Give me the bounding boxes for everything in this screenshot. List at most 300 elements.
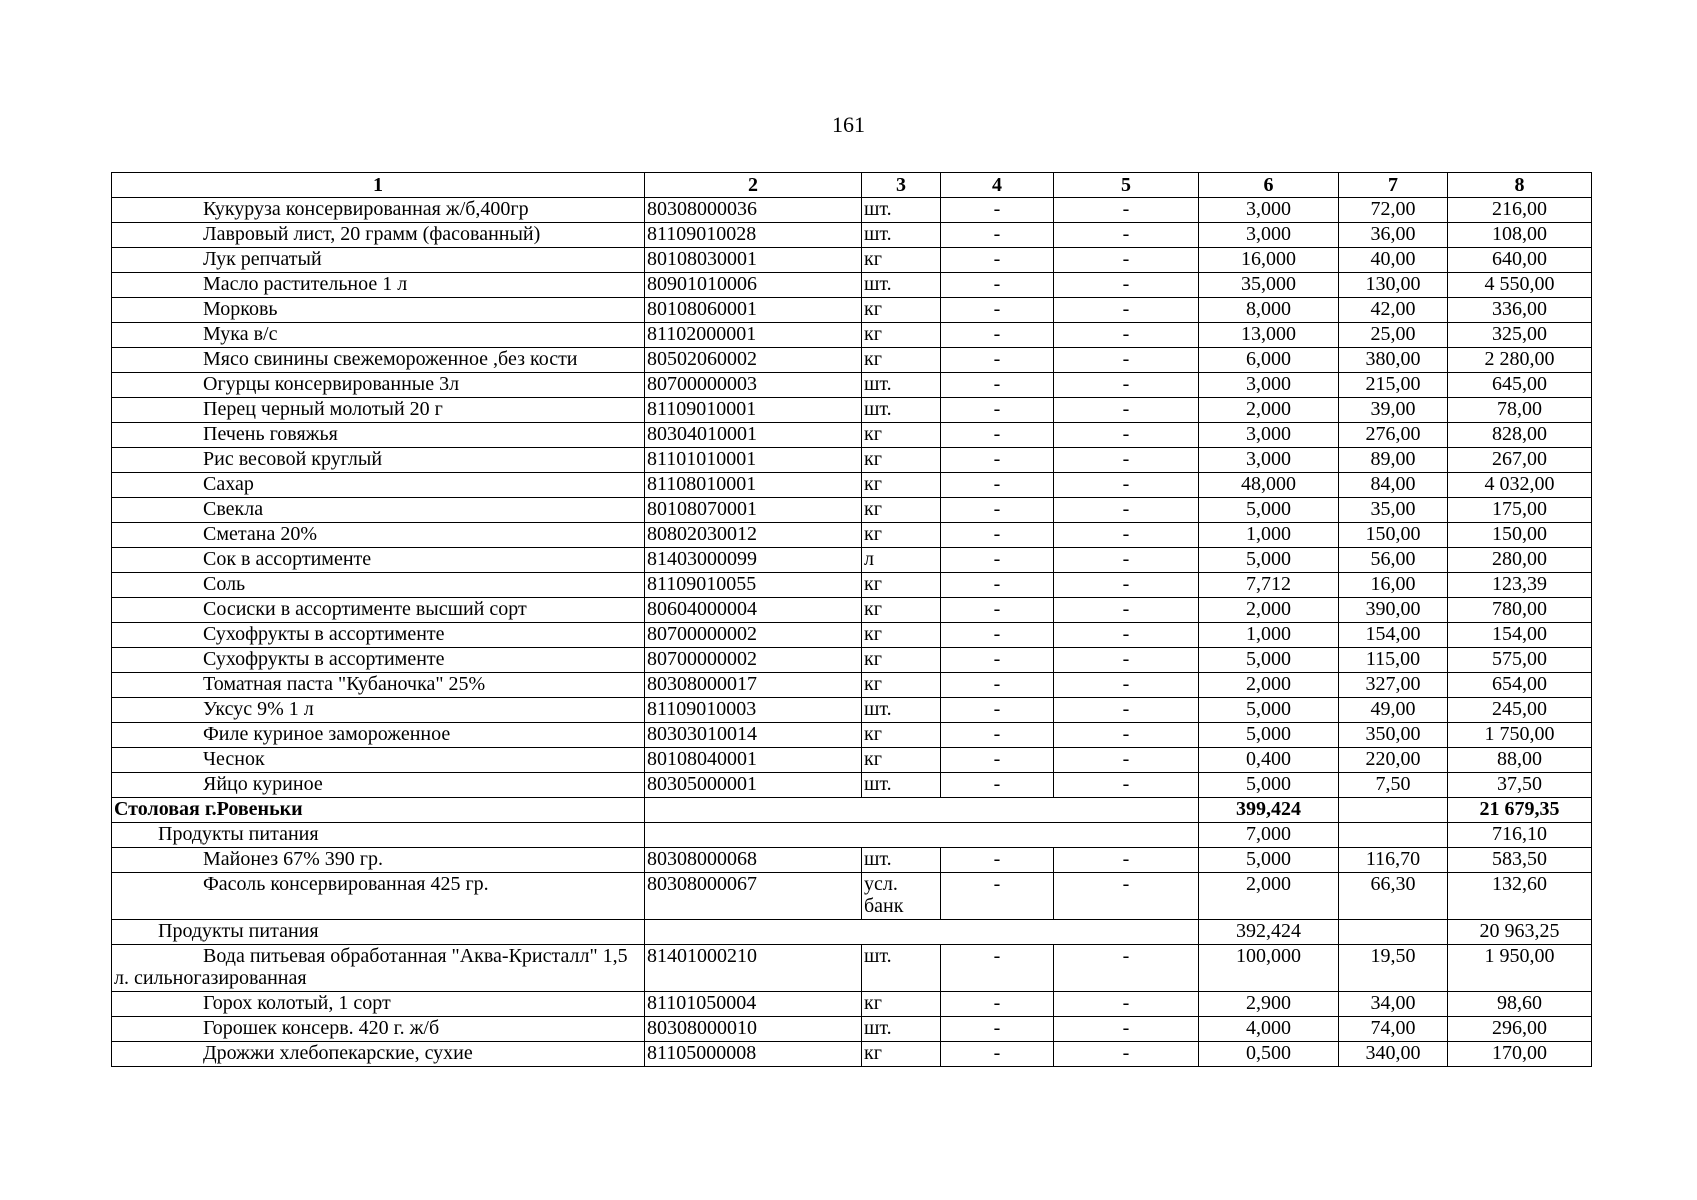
cell-unit: шт.: [862, 773, 941, 798]
cell-code: 80305000001: [645, 773, 862, 798]
cell-code: 81109010001: [645, 398, 862, 423]
column-header: 8: [1448, 173, 1592, 198]
cell-price: 220,00: [1339, 748, 1448, 773]
table-row: [112, 1042, 1592, 1067]
cell-code: 81101050004: [645, 992, 862, 1017]
cell-qty: 3,000: [1199, 373, 1339, 398]
cell-qty: 5,000: [1199, 773, 1339, 798]
cell-price: 42,00: [1339, 298, 1448, 323]
table-row: [112, 673, 1592, 698]
cell-c5: -: [1054, 298, 1199, 323]
cell-code: 80700000003: [645, 373, 862, 398]
table-row: [112, 823, 1592, 848]
cell-unit: л: [862, 548, 941, 573]
cell-name: Мясо свинины свежемороженное ,без кости: [112, 348, 645, 373]
cell-sum: 2 280,00: [1448, 348, 1592, 373]
cell-sum: 640,00: [1448, 248, 1592, 273]
cell-sum: 78,00: [1448, 398, 1592, 423]
cell-qty: 2,900: [1199, 992, 1339, 1017]
cell-c4: -: [941, 523, 1054, 548]
cell-unit: кг: [862, 423, 941, 448]
cell-price: 84,00: [1339, 473, 1448, 498]
table-row: [112, 248, 1592, 273]
cell-code: 81108010001: [645, 473, 862, 498]
cell-sum: 780,00: [1448, 598, 1592, 623]
table-row: [112, 773, 1592, 798]
cell-name: Вода питьевая обработанная "Аква-Кристалл" 1,5 л. сильногазированная: [112, 945, 645, 992]
cell-unit: кг: [862, 1042, 941, 1067]
cell-code: 81102000001: [645, 323, 862, 348]
cell-c5: -: [1054, 698, 1199, 723]
cell-name: Морковь: [112, 298, 645, 323]
cell-sum: 336,00: [1448, 298, 1592, 323]
table-body: [112, 198, 1592, 1067]
column-header: 1: [112, 173, 645, 198]
cell-c5: -: [1054, 273, 1199, 298]
cell-price: 154,00: [1339, 623, 1448, 648]
table-row: [112, 548, 1592, 573]
cell-code: 80700000002: [645, 623, 862, 648]
cell-unit: шт.: [862, 373, 941, 398]
cell-unit: кг: [862, 673, 941, 698]
cell-sum: 716,10: [1448, 823, 1592, 848]
cell-qty: 7,712: [1199, 573, 1339, 598]
cell-unit: кг: [862, 473, 941, 498]
cell-unit: шт.: [862, 698, 941, 723]
cell-code: 81105000008: [645, 1042, 862, 1067]
page-number: 161: [832, 112, 865, 137]
cell-c4: -: [941, 748, 1054, 773]
cell-unit: кг: [862, 448, 941, 473]
cell-qty: 0,400: [1199, 748, 1339, 773]
cell-qty: 2,000: [1199, 398, 1339, 423]
cell-price: 7,50: [1339, 773, 1448, 798]
cell-c5: -: [1054, 573, 1199, 598]
cell-price: 66,30: [1339, 873, 1448, 920]
cell-unit: кг: [862, 648, 941, 673]
cell-qty: 0,500: [1199, 1042, 1339, 1067]
cell-code: 80308000017: [645, 673, 862, 698]
cell-price: 36,00: [1339, 223, 1448, 248]
cell-name: Горох колотый, 1 сорт: [112, 992, 645, 1017]
cell-c4: -: [941, 498, 1054, 523]
cell-sum: 1 750,00: [1448, 723, 1592, 748]
cell-sum: 170,00: [1448, 1042, 1592, 1067]
cell-qty: 5,000: [1199, 698, 1339, 723]
table-row: [112, 623, 1592, 648]
cell-code: 81401000210: [645, 945, 862, 992]
cell-c5: -: [1054, 323, 1199, 348]
cell-code: 80308000036: [645, 198, 862, 223]
cell-code: 80108040001: [645, 748, 862, 773]
cell-unit: кг: [862, 323, 941, 348]
cell-name: Свекла: [112, 498, 645, 523]
cell-name: Мука в/с: [112, 323, 645, 348]
cell-empty: [645, 823, 1199, 848]
cell-sum: 280,00: [1448, 548, 1592, 573]
cell-price: 16,00: [1339, 573, 1448, 598]
cell-sum: 175,00: [1448, 498, 1592, 523]
cell-qty: 100,000: [1199, 945, 1339, 992]
cell-name: Рис весовой круглый: [112, 448, 645, 473]
cell-qty: 392,424: [1199, 920, 1339, 945]
cell-c4: -: [941, 423, 1054, 448]
cell-unit: шт.: [862, 945, 941, 992]
cell-c5: -: [1054, 248, 1199, 273]
cell-code: 80502060002: [645, 348, 862, 373]
cell-code: 80308000067: [645, 873, 862, 920]
cell-c5: -: [1054, 648, 1199, 673]
cell-name: Продукты питания: [112, 823, 645, 848]
cell-qty: 5,000: [1199, 848, 1339, 873]
cell-c4: -: [941, 623, 1054, 648]
cell-price: 380,00: [1339, 348, 1448, 373]
cell-c5: -: [1054, 773, 1199, 798]
cell-c5: -: [1054, 848, 1199, 873]
cell-name: Уксус 9% 1 л: [112, 698, 645, 723]
cell-sum: 245,00: [1448, 698, 1592, 723]
cell-name: Столовая г.Ровеньки: [112, 798, 645, 823]
cell-unit: кг: [862, 623, 941, 648]
cell-name: Лавровый лист, 20 грамм (фасованный): [112, 223, 645, 248]
cell-c4: -: [941, 323, 1054, 348]
cell-name: Перец черный молотый 20 г: [112, 398, 645, 423]
cell-code: 80108070001: [645, 498, 862, 523]
cell-unit: шт.: [862, 848, 941, 873]
cell-c4: -: [941, 1017, 1054, 1042]
cell-name: Фасоль консервированная 425 гр.: [112, 873, 645, 920]
table-row: [112, 598, 1592, 623]
cell-qty: 16,000: [1199, 248, 1339, 273]
cell-price: 34,00: [1339, 992, 1448, 1017]
cell-name: Сок в ассортименте: [112, 548, 645, 573]
cell-qty: 5,000: [1199, 548, 1339, 573]
cell-code: 81403000099: [645, 548, 862, 573]
cell-unit: кг: [862, 523, 941, 548]
cell-c5: -: [1054, 473, 1199, 498]
cell-empty: [645, 798, 1199, 823]
cell-code: 80108060001: [645, 298, 862, 323]
table-row: [112, 373, 1592, 398]
cell-unit: шт.: [862, 223, 941, 248]
cell-c4: -: [941, 773, 1054, 798]
cell-c4: -: [941, 598, 1054, 623]
cell-c4: -: [941, 198, 1054, 223]
cell-code: 81109010055: [645, 573, 862, 598]
cell-code: 80802030012: [645, 523, 862, 548]
cell-qty: 13,000: [1199, 323, 1339, 348]
table-row: [112, 423, 1592, 448]
table-row: [112, 273, 1592, 298]
cell-empty: [1339, 798, 1448, 823]
cell-name: Сухофрукты в ассортименте: [112, 648, 645, 673]
cell-c5: -: [1054, 1017, 1199, 1042]
cell-sum: 123,39: [1448, 573, 1592, 598]
cell-sum: 21 679,35: [1448, 798, 1592, 823]
table-row: [112, 198, 1592, 223]
cell-sum: 1 950,00: [1448, 945, 1592, 992]
cell-qty: 7,000: [1199, 823, 1339, 848]
cell-price: 115,00: [1339, 648, 1448, 673]
cell-unit: кг: [862, 573, 941, 598]
cell-qty: 3,000: [1199, 223, 1339, 248]
column-header: 7: [1339, 173, 1448, 198]
cell-qty: 2,000: [1199, 598, 1339, 623]
cell-sum: 583,50: [1448, 848, 1592, 873]
table-row: [112, 498, 1592, 523]
cell-unit: шт.: [862, 273, 941, 298]
cell-qty: 3,000: [1199, 198, 1339, 223]
cell-c4: -: [941, 548, 1054, 573]
cell-price: 49,00: [1339, 698, 1448, 723]
cell-c5: -: [1054, 223, 1199, 248]
cell-unit: кг: [862, 348, 941, 373]
cell-c5: -: [1054, 992, 1199, 1017]
cell-sum: 828,00: [1448, 423, 1592, 448]
cell-qty: 48,000: [1199, 473, 1339, 498]
cell-unit: кг: [862, 723, 941, 748]
cell-c4: -: [941, 992, 1054, 1017]
cell-unit: кг: [862, 248, 941, 273]
table-row: [112, 473, 1592, 498]
cell-unit: шт.: [862, 398, 941, 423]
cell-name: Дрожжи хлебопекарские, сухие: [112, 1042, 645, 1067]
table-row: [112, 448, 1592, 473]
cell-name: Сухофрукты в ассортименте: [112, 623, 645, 648]
cell-sum: 150,00: [1448, 523, 1592, 548]
cell-c5: -: [1054, 398, 1199, 423]
cell-sum: 4 550,00: [1448, 273, 1592, 298]
cell-c4: -: [941, 945, 1054, 992]
cell-qty: 5,000: [1199, 648, 1339, 673]
cell-c5: -: [1054, 873, 1199, 920]
cell-unit: усл. банк: [862, 873, 941, 920]
cell-name: Яйцо куриное: [112, 773, 645, 798]
cell-price: 25,00: [1339, 323, 1448, 348]
table-row: [112, 573, 1592, 598]
cell-c4: -: [941, 223, 1054, 248]
data-table: [111, 172, 1592, 1067]
header-row: [112, 173, 1592, 198]
cell-sum: 645,00: [1448, 373, 1592, 398]
cell-name: Сметана 20%: [112, 523, 645, 548]
cell-price: 350,00: [1339, 723, 1448, 748]
table-row: [112, 748, 1592, 773]
cell-qty: 5,000: [1199, 723, 1339, 748]
cell-c4: -: [941, 573, 1054, 598]
cell-c5: -: [1054, 548, 1199, 573]
cell-code: 81109010028: [645, 223, 862, 248]
cell-c5: -: [1054, 373, 1199, 398]
cell-empty: [1339, 920, 1448, 945]
cell-c4: -: [941, 698, 1054, 723]
table-row: [112, 945, 1592, 992]
cell-code: 80308000010: [645, 1017, 862, 1042]
table-row: [112, 323, 1592, 348]
cell-name: Горошек консерв. 420 г. ж/б: [112, 1017, 645, 1042]
cell-code: 80303010014: [645, 723, 862, 748]
cell-c5: -: [1054, 448, 1199, 473]
table-row: [112, 920, 1592, 945]
table-row: [112, 1017, 1592, 1042]
table-row: [112, 398, 1592, 423]
cell-sum: 216,00: [1448, 198, 1592, 223]
cell-c4: -: [941, 1042, 1054, 1067]
cell-qty: 3,000: [1199, 448, 1339, 473]
cell-c4: -: [941, 448, 1054, 473]
cell-price: 116,70: [1339, 848, 1448, 873]
cell-code: 80604000004: [645, 598, 862, 623]
cell-c4: -: [941, 873, 1054, 920]
cell-c4: -: [941, 648, 1054, 673]
cell-price: 35,00: [1339, 498, 1448, 523]
cell-name: Томатная паста "Кубаночка" 25%: [112, 673, 645, 698]
cell-name: Соль: [112, 573, 645, 598]
cell-c4: -: [941, 298, 1054, 323]
cell-price: 327,00: [1339, 673, 1448, 698]
table-row: [112, 992, 1592, 1017]
cell-price: 130,00: [1339, 273, 1448, 298]
cell-name: Масло растительное 1 л: [112, 273, 645, 298]
cell-sum: 88,00: [1448, 748, 1592, 773]
cell-unit: кг: [862, 298, 941, 323]
table-row: [112, 848, 1592, 873]
table-row: [112, 223, 1592, 248]
cell-price: 74,00: [1339, 1017, 1448, 1042]
cell-name: Сахар: [112, 473, 645, 498]
cell-sum: 98,60: [1448, 992, 1592, 1017]
cell-c5: -: [1054, 945, 1199, 992]
table-row: [112, 798, 1592, 823]
cell-qty: 399,424: [1199, 798, 1339, 823]
cell-name: Печень говяжья: [112, 423, 645, 448]
cell-price: 215,00: [1339, 373, 1448, 398]
cell-c5: -: [1054, 748, 1199, 773]
column-header: 2: [645, 173, 862, 198]
cell-c4: -: [941, 273, 1054, 298]
cell-unit: кг: [862, 598, 941, 623]
cell-qty: 2,000: [1199, 673, 1339, 698]
cell-code: 80304010001: [645, 423, 862, 448]
table-row: [112, 348, 1592, 373]
cell-price: 19,50: [1339, 945, 1448, 992]
cell-qty: 35,000: [1199, 273, 1339, 298]
column-header: 3: [862, 173, 941, 198]
cell-c5: -: [1054, 673, 1199, 698]
cell-qty: 1,000: [1199, 523, 1339, 548]
cell-name: Филе куриное замороженное: [112, 723, 645, 748]
cell-unit: кг: [862, 498, 941, 523]
cell-c4: -: [941, 373, 1054, 398]
table-row: [112, 873, 1592, 920]
cell-price: 390,00: [1339, 598, 1448, 623]
table-row: [112, 648, 1592, 673]
cell-name: Майонез 67% 390 гр.: [112, 848, 645, 873]
table-row: [112, 698, 1592, 723]
cell-empty: [1339, 823, 1448, 848]
table-row: [112, 298, 1592, 323]
cell-price: 72,00: [1339, 198, 1448, 223]
cell-c5: -: [1054, 623, 1199, 648]
cell-code: 81109010003: [645, 698, 862, 723]
cell-qty: 3,000: [1199, 423, 1339, 448]
cell-qty: 2,000: [1199, 873, 1339, 920]
cell-price: 340,00: [1339, 1042, 1448, 1067]
cell-sum: 20 963,25: [1448, 920, 1592, 945]
cell-unit: кг: [862, 992, 941, 1017]
cell-name: Сосиски в ассортименте высший сорт: [112, 598, 645, 623]
cell-price: 89,00: [1339, 448, 1448, 473]
cell-c5: -: [1054, 348, 1199, 373]
cell-c4: -: [941, 723, 1054, 748]
column-header: 5: [1054, 173, 1199, 198]
cell-c4: -: [941, 398, 1054, 423]
cell-price: 40,00: [1339, 248, 1448, 273]
cell-c4: -: [941, 348, 1054, 373]
cell-name: Продукты питания: [112, 920, 645, 945]
cell-empty: [645, 920, 1199, 945]
column-header: 4: [941, 173, 1054, 198]
cell-c4: -: [941, 673, 1054, 698]
cell-name: Чеснок: [112, 748, 645, 773]
cell-sum: 4 032,00: [1448, 473, 1592, 498]
cell-c4: -: [941, 248, 1054, 273]
cell-price: 150,00: [1339, 523, 1448, 548]
cell-code: 80108030001: [645, 248, 862, 273]
cell-sum: 267,00: [1448, 448, 1592, 473]
table-row: [112, 723, 1592, 748]
cell-code: 81101010001: [645, 448, 862, 473]
cell-qty: 4,000: [1199, 1017, 1339, 1042]
cell-c5: -: [1054, 423, 1199, 448]
cell-qty: 6,000: [1199, 348, 1339, 373]
cell-qty: 1,000: [1199, 623, 1339, 648]
cell-name: Лук репчатый: [112, 248, 645, 273]
column-header: 6: [1199, 173, 1339, 198]
cell-sum: 108,00: [1448, 223, 1592, 248]
cell-unit: кг: [862, 748, 941, 773]
cell-code: 80308000068: [645, 848, 862, 873]
cell-code: 80901010006: [645, 273, 862, 298]
cell-qty: 8,000: [1199, 298, 1339, 323]
cell-sum: 575,00: [1448, 648, 1592, 673]
cell-code: 80700000002: [645, 648, 862, 673]
cell-price: 39,00: [1339, 398, 1448, 423]
cell-sum: 37,50: [1448, 773, 1592, 798]
cell-sum: 154,00: [1448, 623, 1592, 648]
cell-qty: 5,000: [1199, 498, 1339, 523]
cell-name: Огурцы консервированные 3л: [112, 373, 645, 398]
cell-sum: 132,60: [1448, 873, 1592, 920]
cell-sum: 296,00: [1448, 1017, 1592, 1042]
cell-name: Кукуруза консервированная ж/б,400гр: [112, 198, 645, 223]
cell-price: 276,00: [1339, 423, 1448, 448]
cell-sum: 654,00: [1448, 673, 1592, 698]
cell-c4: -: [941, 848, 1054, 873]
cell-c5: -: [1054, 498, 1199, 523]
cell-c5: -: [1054, 198, 1199, 223]
cell-sum: 325,00: [1448, 323, 1592, 348]
cell-unit: шт.: [862, 198, 941, 223]
cell-c5: -: [1054, 598, 1199, 623]
cell-unit: шт.: [862, 1017, 941, 1042]
cell-c5: -: [1054, 523, 1199, 548]
cell-price: 56,00: [1339, 548, 1448, 573]
table-row: [112, 523, 1592, 548]
cell-c5: -: [1054, 723, 1199, 748]
cell-c5: -: [1054, 1042, 1199, 1067]
cell-c4: -: [941, 473, 1054, 498]
